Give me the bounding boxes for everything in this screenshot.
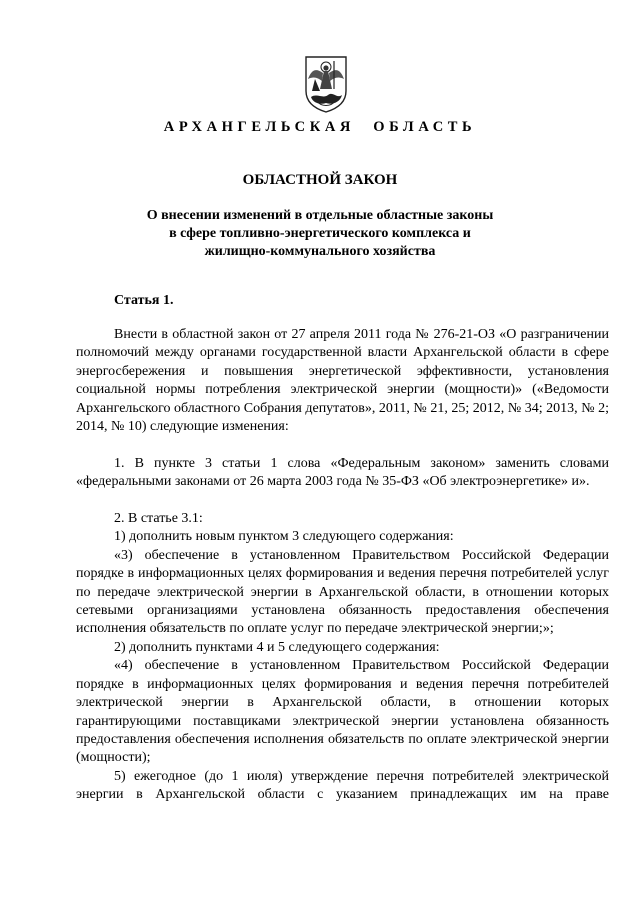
region-name: АРХАНГЕЛЬСКАЯ ОБЛАСТЬ bbox=[163, 119, 477, 135]
paragraph-item-2: 2. В статье 3.1: bbox=[114, 511, 203, 527]
coat-of-arms-icon bbox=[303, 55, 349, 113]
title-line: жилищно-коммунального хозяйства bbox=[204, 244, 436, 259]
document-title bbox=[0, 207, 640, 261]
document-body bbox=[76, 326, 609, 805]
paragraph-subitem-2: 2) дополнить пунктами 4 и 5 следующего содержания: bbox=[114, 639, 440, 655]
paragraph-subitem-1: 1) дополнить новым пунктом 3 следующего содержания: bbox=[114, 529, 454, 545]
title-line: в сфере топливно-энергетического комплекса и bbox=[169, 226, 471, 241]
article-heading: Статья 1. bbox=[114, 293, 174, 308]
title-line: О внесении изменений в отдельные областные законы bbox=[146, 208, 494, 223]
paragraph-quote-3: «3) обеспечение в установленном Правительством Российской Федерации порядке в информационных целях формирования и ведения перечня потребителей услуг по передаче электрической энергии в Архангельской области, в отношении которых сетевыми организациями установлена обязанность предоставления обеспечения исполнения обязательств по оплате услуг по передаче электрической энергии;»; bbox=[76, 547, 609, 637]
document-type: ОБЛАСТНОЙ ЗАКОН bbox=[242, 172, 398, 188]
paragraph-item-1: 1. В пункте 3 статьи 1 слова «Федеральным законом» заменить словами «федеральными законами от 26 марта 2003 года № 35-ФЗ «Об электроэнергетике» и». bbox=[76, 455, 609, 490]
paragraph-intro: Внести в областной закон от 27 апреля 2011 года № 276-21-ОЗ «О разграничении полномочий между органами государственной власти Архангельской области в сфере энергосбережения и повышения энергетической эффективности, установления социальной нормы потребления электрической энергии (мощности)» («Ведомости Архангельского областного Собрания депутатов», 2011, № 21, 25; 2012, № 34; 2013, № 2; 2014, № 10) следующие изменения: bbox=[76, 327, 609, 435]
paragraph-quote-4: «4) обеспечение в установленном Правительством Российской Федерации порядке в информационных целях формирования и ведения перечня потребителей электрической энергии в Архангельской области, в отношении которых гарантирующими поставщиками электрической энергии установлена обязанность предоставления обеспечения исполнения обязательств по оплате электрической энергии (мощности); bbox=[76, 658, 609, 766]
paragraph-quote-5: 5) ежегодное (до 1 июля) утверждение перечня потребителей электрической энергии в Архангельской области с указанием принадлежащих им на праве bbox=[76, 768, 609, 803]
